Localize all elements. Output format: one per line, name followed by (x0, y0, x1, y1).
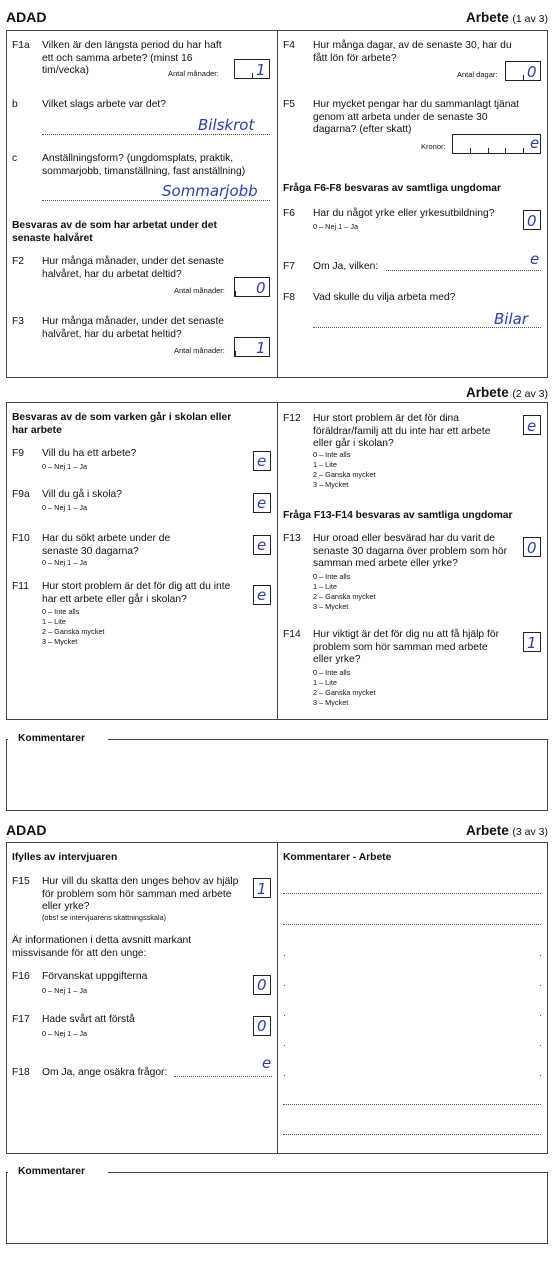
q-number: b (12, 99, 18, 110)
handwritten-answer: e (257, 536, 267, 554)
section-heading: Besvaras av de som varken går i skolan eller har arbete (12, 412, 232, 436)
q-number: F5 (283, 99, 296, 110)
unit-label: Antal månader: (174, 346, 225, 355)
answer-line (174, 1076, 272, 1077)
q-number: F17 (12, 1014, 30, 1025)
handwritten-answer: Sommarjobb (162, 182, 258, 200)
handwritten-answer: 1 (527, 634, 537, 652)
handwritten-answer: e (257, 452, 267, 470)
q-number: F1a (12, 40, 30, 51)
handwritten-answer: e (527, 417, 537, 435)
scale-hint: 0 – Nej 1 – Ja (42, 986, 88, 995)
q-number: F7 (283, 261, 296, 272)
handwritten-answer: 1 (257, 880, 267, 898)
handwritten-answer: 1 (256, 339, 266, 357)
q-number: F2 (12, 256, 25, 267)
comments-heading: Kommentarer - Arbete (283, 852, 392, 863)
scale-hint: 0 – Nej 1 – Ja (42, 462, 88, 471)
section-title: Arbete (1 av 3) (466, 10, 548, 25)
comments-label: Kommentarer (15, 733, 88, 744)
q-number: F16 (12, 971, 30, 982)
note: (obs! se intervjuarens skattningsskala) (42, 913, 167, 922)
q-number: F9a (12, 489, 30, 500)
question-text: Vilket slags arbete var det? (42, 99, 167, 110)
q-number: F14 (283, 629, 301, 640)
comment-line[interactable] (283, 1104, 541, 1105)
answer-line (42, 134, 270, 135)
section-heading: Besvaras av de som har arbetat under det senaste halvåret (12, 220, 217, 244)
question-text: Vill du ha ett arbete? (42, 448, 137, 459)
q-number: F9 (12, 448, 25, 459)
answer-line (42, 200, 270, 201)
handwritten-answer: 0 (256, 279, 266, 297)
question-text: Hade svårt att förstå (42, 1014, 135, 1025)
instruction-text: Är informationen i detta avsnitt markant missvisande för att den unge: (12, 935, 192, 959)
comments-label: Kommentarer (15, 1166, 88, 1177)
question-text: Hur mycket pengar har du sammanlagt tjänat genom att arbeta under de senaste 30 dagarna? (efter skatt) (313, 99, 520, 135)
handwritten-answer: Bilskrot (198, 116, 255, 134)
handwritten-answer: e (530, 134, 540, 152)
q-number: F15 (12, 876, 30, 887)
handwritten-answer: 0 (257, 976, 267, 994)
q-number: F13 (283, 533, 301, 544)
question-text: Om Ja, vilken: (313, 261, 379, 272)
scale-list: 0 – Inte alls 1 – Lite 2 – Ganska mycket 3 – Mycket (313, 668, 376, 707)
unit-label: Antal dagar: (457, 70, 498, 79)
handwritten-answer: 0 (527, 212, 537, 230)
scale-hint: 0 – Nej 1 – Ja (313, 222, 359, 231)
section-heading: Fråga F13-F14 besvaras av samtliga ungdomar (283, 510, 513, 521)
question-text: Har du sökt arbete under de senaste 30 dagarna? (42, 533, 171, 557)
scale-list: 0 – Inte alls 1 – Lite 2 – Ganska mycket 3 – Mycket (42, 607, 105, 646)
comments-box[interactable] (6, 739, 548, 811)
answer-line (386, 270, 541, 271)
form-label-adad: ADAD (6, 9, 47, 25)
unit-label: Kronor: (421, 142, 446, 151)
q-number: F8 (283, 292, 296, 303)
handwritten-answer: e (530, 250, 540, 268)
scale-list: 0 – Inte alls 1 – Lite 2 – Ganska mycket 3 – Mycket (313, 450, 376, 489)
question-text: Hur oroad eller besvärad har du varit de senaste 30 dagarna över problem som hör samman med arbete eller yrke? (313, 533, 508, 569)
q-number: F3 (12, 316, 25, 327)
scale-hint: 0 – Nej 1 – Ja (42, 503, 88, 512)
unit-label: Antal månader: (168, 69, 219, 78)
form-label-adad: ADAD (6, 822, 47, 838)
question-text: Har du något yrke eller yrkesutbildning? (313, 208, 495, 219)
question-text: Hur vill du skatta den unges behov av hjälp för problem som hör samman med arbete eller yrke? (42, 876, 239, 912)
question-text: Hur många månader, under det senaste halvåret, har du arbetat heltid? (42, 316, 225, 340)
section-heading: Ifylles av intervjuaren (12, 852, 118, 863)
section-title: Arbete (2 av 3) (466, 385, 548, 400)
section-title: Arbete (3 av 3) (466, 823, 548, 838)
question-text: Förvanskat uppgifterna (42, 971, 148, 982)
scale-hint: 0 – Nej 1 – Ja (42, 1029, 88, 1038)
f5-answer-field[interactable] (452, 134, 541, 154)
q-number: F12 (283, 413, 301, 424)
comment-line[interactable] (283, 893, 541, 894)
comment-line[interactable] (283, 924, 541, 925)
q-number: F10 (12, 533, 30, 544)
question-text: Hur viktigt är det för dig nu att få hjälp för problem som hör samman med arbete eller yrke? (313, 629, 500, 665)
question-text: Om Ja, ange osäkra frågor: (42, 1067, 168, 1078)
handwritten-answer: 0 (257, 1017, 267, 1035)
question-text: Hur stort problem är det för dig att du inte har ett arbete eller går i skolan? (42, 581, 231, 605)
handwritten-answer: 0 (527, 539, 537, 557)
scale-hint: 0 – Nej 1 – Ja (42, 558, 88, 567)
q-number: F6 (283, 208, 296, 219)
question-text: Vilken är den längsta period du har haft ett och samma arbete? (minst 16 tim/vecka) (42, 40, 222, 76)
question-text: Hur stort problem är det för dina föräldrar/familj att du inte har ett arbete eller går i skolan? (313, 413, 491, 449)
handwritten-answer: e (257, 586, 267, 604)
unit-label: Antal månader: (174, 286, 225, 295)
question-text: Hur många dagar, av de senaste 30, har du fått lön för arbete? (313, 40, 512, 64)
section-heading: Fråga F6-F8 besvaras av samtliga ungdomar (283, 183, 502, 194)
question-text: Vad skulle du vilja arbeta med? (313, 292, 456, 303)
comment-line[interactable] (283, 1134, 541, 1135)
q-number: F4 (283, 40, 296, 51)
comments-box[interactable] (6, 1172, 548, 1244)
handwritten-answer: 1 (256, 61, 266, 79)
scale-list: 0 – Inte alls 1 – Lite 2 – Ganska mycket 3 – Mycket (313, 572, 376, 611)
q-number: F11 (12, 581, 29, 592)
handwritten-answer: 0 (527, 63, 537, 81)
q-number: F18 (12, 1067, 30, 1078)
handwritten-answer: e (257, 494, 267, 512)
handwritten-answer: e (262, 1054, 272, 1072)
q-number: c (12, 153, 18, 164)
question-text: Hur många månader, under det senaste halvåret, har du arbetat deltid? (42, 256, 225, 280)
question-text: Anställningsform? (ungdomsplats, praktik, sommarjobb, timanställning, fast anställning) (42, 153, 246, 177)
handwritten-answer: Bilar (494, 310, 528, 328)
question-text: Vill du gå i skola? (42, 489, 122, 500)
